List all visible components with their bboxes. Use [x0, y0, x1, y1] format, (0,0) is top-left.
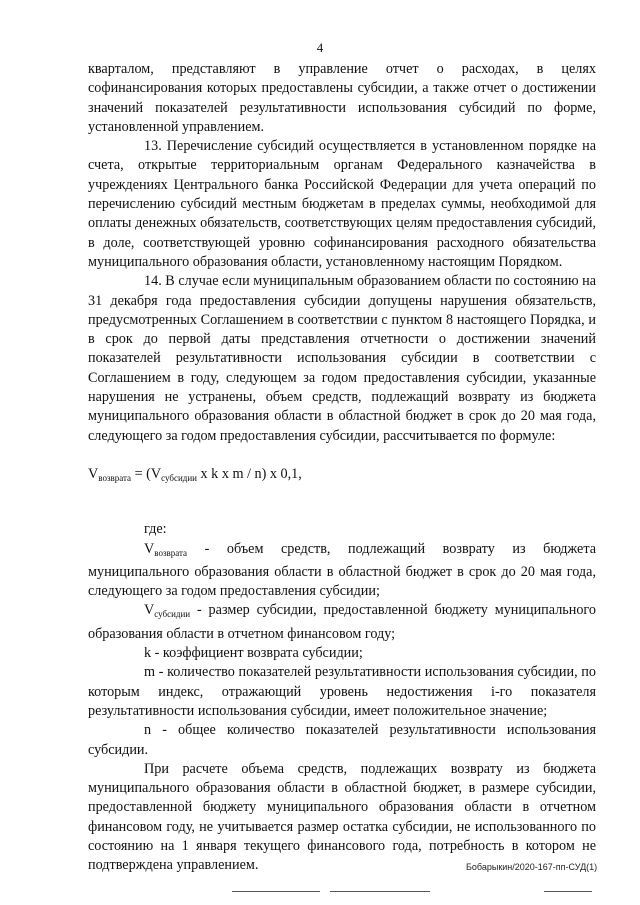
- definition-m: m - количество показателей результативности использования субсидии, по которым индекс, отражающий уровень недостижения i-го показателя результативности использования субсидии, имеет положительное значение;: [88, 664, 596, 719]
- footer-document-code: Бобарыкин/2020-167-пп-СУД(1): [466, 862, 598, 872]
- definition-v-subsidy: [88, 601, 596, 644]
- paragraph-14: 14. В случае если муниципальным образованием области по состоянию на 31 декабря года предоставления субсидии допущены нарушения обязательств, предусмотренных Соглашением в соответствии с пунктом 8 настоящего Порядка, и в срок до первой даты представления отчетности о достижении значений показателей результативности использования субсидии в соответствии с Соглашением в году, следующем за годом предоставления субсидии, указанные нарушения не устранены, объем средств, подлежащий возврату из бюджета муниципального образования области в областной бюджет в срок до 20 мая года, следующего за годом предоставления субсидии, рассчитывается по формуле:: [88, 273, 596, 444]
- paragraph-final: При расчете объема средств, подлежащих возврату из бюджета муниципального образования области в областной бюджет, в размере субсидии, предоставленной бюджету муниципального образования области в отчетном финансовом году, не учитывается размер остатка субсидии, не использованного по состоянию на 1 января текущего финансового года, потребность в котором не подтверждена управлением.: [88, 760, 596, 874]
- bottom-rule-right: [544, 891, 592, 892]
- formula-v-return: V: [88, 465, 99, 482]
- definition-n: n - общее количество показателей результативности использования субсидии.: [88, 722, 596, 758]
- where-label: где:: [144, 521, 167, 538]
- page-number: 4: [316, 40, 324, 55]
- formula-sub-return: возврата: [98, 472, 132, 483]
- definition-v-return-text: - объем средств, подлежащий возврату из бюджета муниципального образования области в областной бюджет в срок до 20 мая года, следующего за годом предоставления субсидии;: [88, 540, 596, 600]
- formula-middle: = (V: [131, 465, 162, 482]
- bottom-rule-middle: [330, 891, 430, 892]
- definition-v-return-sub: возврата: [154, 547, 188, 558]
- definition-v-subsidy-sub: субсидии: [154, 609, 191, 620]
- definition-v-subsidy-symbol: V: [144, 602, 155, 619]
- paragraph-13: 13. Перечисление субсидий осуществляется в установленном порядке на счета, открытые территориальным органам Федерального казначейства в учреждениях Центрального банка Российской Федерации для учета операций по перечислению субсидий местным бюджетам в пределах суммы, необходимой для оплаты денежных обязательств, соответствующих целям предоставления субсидий, в доле, соответствующей уровню софинансирования расходного обязательства муниципального образования области, установленному настоящим Порядком.: [88, 138, 596, 270]
- definition-k: k - коэффициент возврата субсидии;: [144, 645, 363, 662]
- definition-v-return: [88, 540, 596, 602]
- definition-v-return-symbol: V: [144, 540, 155, 557]
- formula-tail: x k x m / n) x 0,1,: [196, 465, 302, 482]
- formula-sub-subsidy: субсидии: [161, 472, 197, 483]
- document-body: [88, 60, 596, 876]
- definition-v-subsidy-text: - размер субсидии, предоставленной бюджету муниципального образования области в отчетном финансовом году;: [88, 602, 596, 642]
- formula: [88, 465, 596, 488]
- bottom-rule-left: [232, 891, 320, 892]
- paragraph-continuation: кварталом, представляют в управление отчет о расходах, в целях софинансирования которых предоставлены субсидии, а также отчет о достижении значений показателей результативности использования субсидий по форме, установленной управлением.: [88, 61, 596, 135]
